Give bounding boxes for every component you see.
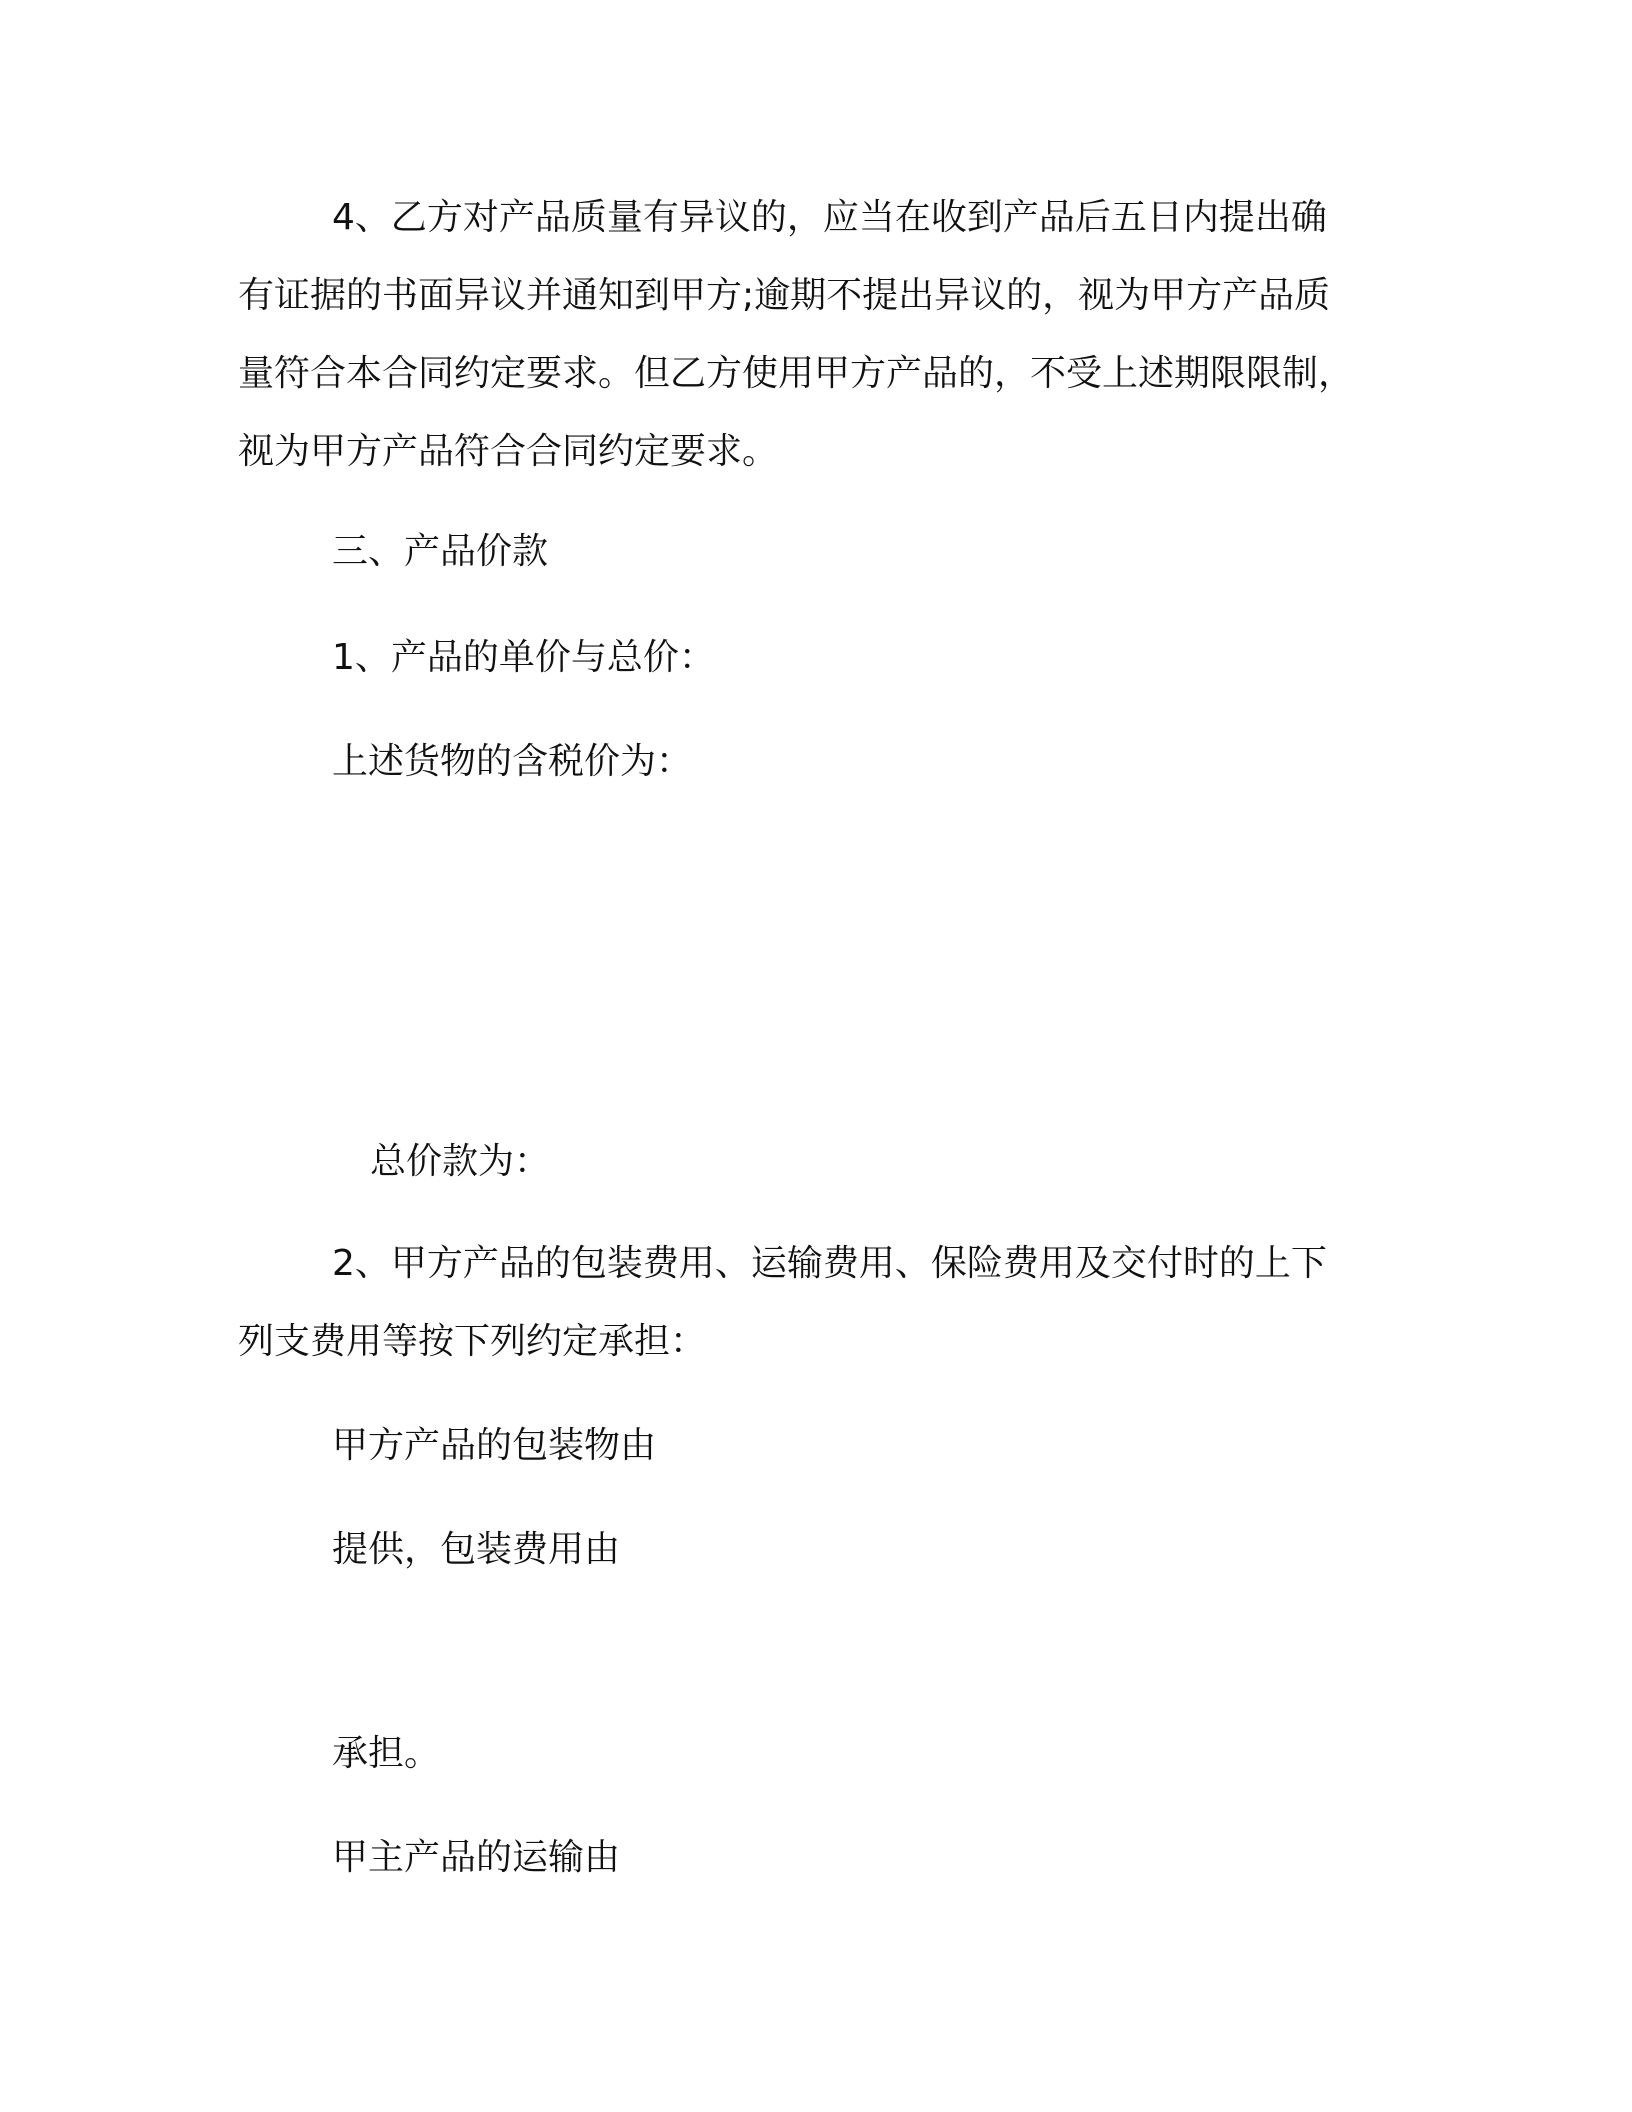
item1-unit-total-price: 1、产品的单价与总价： xyxy=(332,637,715,678)
paragraph-item4-line1: 4、乙方对产品质量有异议的，应当在收到产品后五日内提出确 xyxy=(332,197,1327,238)
total-price-label: 总价款为： xyxy=(370,1141,551,1182)
paragraph-item4-line3: 量符合本合同约定要求。但乙方使用甲方产品的，不受上述期限限制， xyxy=(238,353,1355,394)
packaging-material-line: 甲方产品的包装物由 xyxy=(332,1425,657,1466)
paragraph-item4-line4: 视为甲方产品符合合同约定要求。 xyxy=(238,431,779,472)
packaging-cost-line: 提供，包装费用由 xyxy=(332,1529,621,1570)
section-heading-product-price: 三、产品价款 xyxy=(332,531,549,572)
paragraph-item2-line2: 列支费用等按下列约定承担： xyxy=(238,1321,707,1362)
transport-line: 甲主产品的运输由 xyxy=(332,1837,621,1878)
tax-inclusive-price-label: 上述货物的含税价为： xyxy=(332,741,693,782)
paragraph-item4-line2: 有证据的书面异议并通知到甲方;逾期不提出异议的，视为甲方产品质 xyxy=(238,275,1331,316)
paragraph-item2-line1: 2、甲方产品的包装费用、运输费用、保险费用及交付时的上下 xyxy=(332,1243,1327,1284)
bear-cost-line: 承担。 xyxy=(332,1733,441,1774)
